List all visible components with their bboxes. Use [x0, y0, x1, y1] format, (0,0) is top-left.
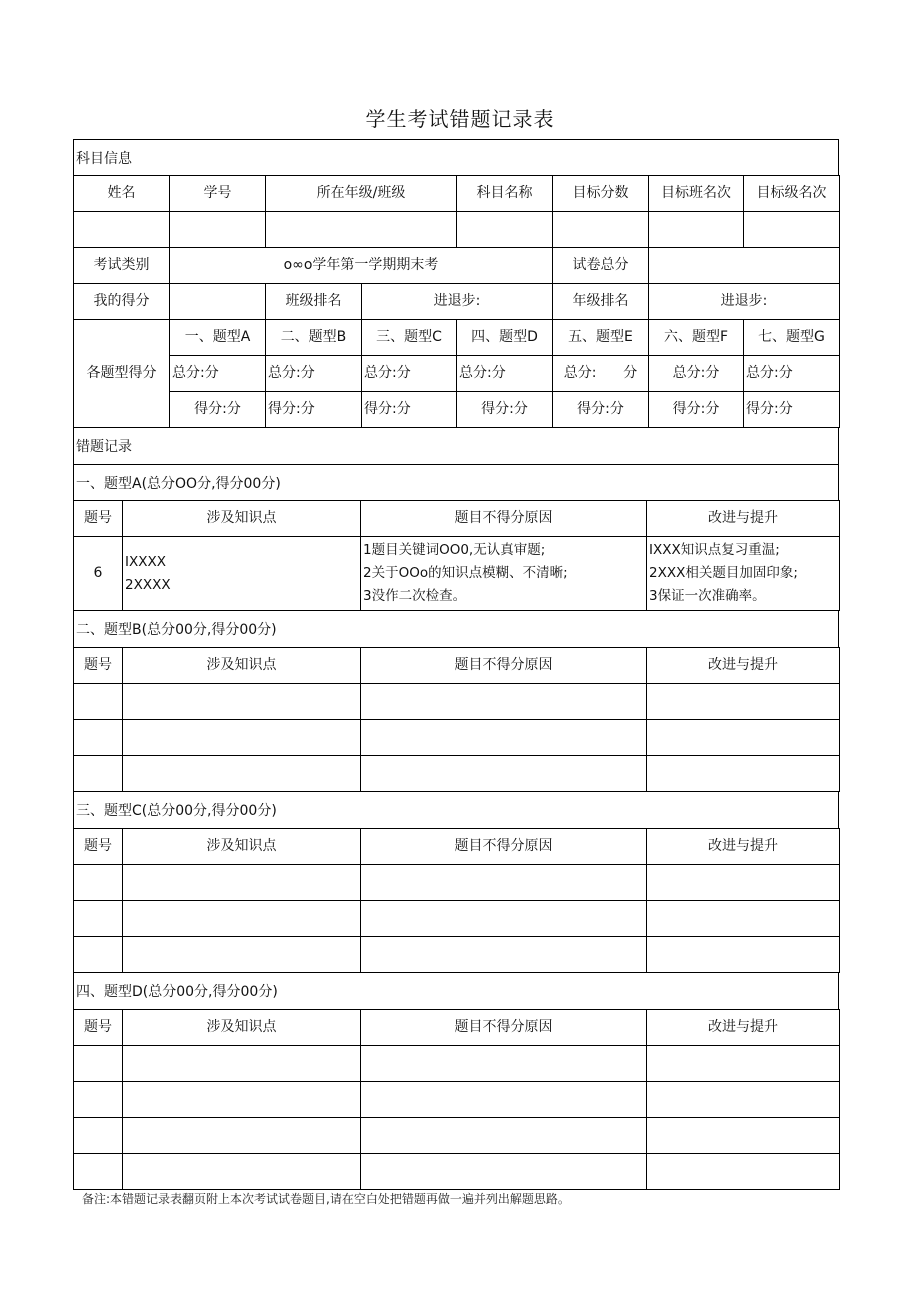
knowledge-line: IXXXX	[125, 553, 166, 570]
table-row	[74, 756, 840, 792]
header-subject: 科目名称	[457, 176, 553, 212]
type-total-cell[interactable]: 总分:分	[457, 356, 553, 392]
exam-type-label: 考试类别	[74, 248, 170, 284]
col-reason: 题目不得分原因	[361, 501, 647, 537]
reason-cell[interactable]	[361, 684, 647, 720]
col-reason: 题目不得分原因	[361, 1010, 647, 1046]
section-c-title: 三、题型C(总分00分,得分00分)	[73, 792, 839, 828]
info-value-row	[74, 212, 840, 248]
reason-cell[interactable]	[361, 937, 647, 973]
type-got-cell[interactable]: 得分:分	[170, 392, 266, 428]
table-row	[74, 720, 840, 756]
grade-rank-label: 年级排名	[553, 284, 649, 320]
score-row	[74, 284, 840, 320]
table-header-row	[74, 829, 840, 865]
table-row	[74, 537, 840, 611]
subject-info-header: 科目信息	[73, 139, 839, 175]
header-name: 姓名	[74, 176, 170, 212]
knowledge-cell[interactable]	[123, 1118, 361, 1154]
section-a-table	[73, 500, 840, 611]
col-knowledge: 涉及知识点	[123, 1010, 361, 1046]
table-row	[74, 865, 840, 901]
type-total-cell[interactable]: 总分:分	[362, 356, 457, 392]
improve-cell[interactable]	[647, 537, 840, 611]
reason-cell[interactable]	[361, 1046, 647, 1082]
header-target-class-rank: 目标班名次	[649, 176, 744, 212]
section-c-table	[73, 828, 840, 973]
reason-cell[interactable]	[361, 1154, 647, 1190]
reason-cell[interactable]	[361, 1118, 647, 1154]
subject-cell[interactable]	[457, 212, 553, 248]
knowledge-cell[interactable]	[123, 1154, 361, 1190]
reason-cell[interactable]	[361, 756, 647, 792]
col-reason: 题目不得分原因	[361, 829, 647, 865]
improve-cell[interactable]	[647, 901, 840, 937]
target-grade-rank-cell[interactable]	[744, 212, 840, 248]
reason-line: 1题目关键词OO0,无认真审题;	[363, 542, 546, 558]
question-no-cell[interactable]	[74, 1046, 123, 1082]
knowledge-cell[interactable]	[123, 720, 361, 756]
type-total-cell[interactable]: 总分:分	[649, 356, 744, 392]
type-name: 四、题型D	[457, 320, 553, 356]
knowledge-cell[interactable]	[123, 684, 361, 720]
section-b-table	[73, 647, 840, 792]
info-header-row	[74, 176, 840, 212]
grade-progress-label: 进退步:	[649, 284, 840, 320]
knowledge-cell[interactable]	[123, 1082, 361, 1118]
knowledge-cell[interactable]	[123, 537, 361, 611]
question-no-cell[interactable]	[74, 684, 123, 720]
type-name: 三、题型C	[362, 320, 457, 356]
knowledge-cell[interactable]	[123, 1046, 361, 1082]
paper-total-cell[interactable]	[649, 248, 840, 284]
type-total-cell[interactable]: 总分:分	[266, 356, 362, 392]
footnote: 备注:本错题记录表翻页附上本次考试试卷题目,请在空白处把错题再做一遍并列出解题思路。	[82, 1192, 570, 1206]
question-no-cell[interactable]	[74, 865, 123, 901]
col-improve: 改进与提升	[647, 648, 840, 684]
improve-cell[interactable]	[647, 1154, 840, 1190]
improve-line: IXXX知识点复习重温;	[649, 542, 780, 558]
knowledge-cell[interactable]	[123, 901, 361, 937]
knowledge-cell[interactable]	[123, 756, 361, 792]
table-row	[74, 684, 840, 720]
table-row	[74, 901, 840, 937]
col-knowledge: 涉及知识点	[123, 829, 361, 865]
type-name: 二、题型B	[266, 320, 362, 356]
type-got-cell[interactable]: 得分:分	[362, 392, 457, 428]
header-grade-class: 所在年级/班级	[266, 176, 457, 212]
improve-line: 3保证一次准确率。	[649, 588, 766, 604]
question-no-cell[interactable]: 6	[74, 537, 123, 611]
col-knowledge: 涉及知识点	[123, 648, 361, 684]
record-form	[73, 139, 839, 1190]
col-question-no: 题号	[74, 1010, 123, 1046]
name-cell[interactable]	[74, 212, 170, 248]
knowledge-cell[interactable]	[123, 865, 361, 901]
reason-cell[interactable]	[361, 865, 647, 901]
col-question-no: 题号	[74, 501, 123, 537]
col-question-no: 题号	[74, 648, 123, 684]
my-score-cell[interactable]	[170, 284, 266, 320]
question-no-cell[interactable]	[74, 1118, 123, 1154]
error-record-header: 错题记录	[73, 428, 839, 464]
section-a-title: 一、题型A(总分OO分,得分00分)	[73, 464, 839, 500]
question-no-cell[interactable]	[74, 937, 123, 973]
class-rank-label: 班级排名	[266, 284, 362, 320]
type-got-cell[interactable]: 得分:分	[649, 392, 744, 428]
table-header-row	[74, 1010, 840, 1046]
reason-cell[interactable]	[361, 537, 647, 611]
col-improve: 改进与提升	[647, 1010, 840, 1046]
improve-line: 2XXX相关题目加固印象;	[649, 565, 798, 581]
type-name: 六、题型F	[649, 320, 744, 356]
improve-cell[interactable]	[647, 756, 840, 792]
improve-cell[interactable]	[647, 1046, 840, 1082]
reason-cell[interactable]	[361, 720, 647, 756]
type-total-cell[interactable]: 总分: 分	[553, 356, 649, 392]
table-row	[74, 1046, 840, 1082]
type-got-cell[interactable]: 得分:分	[744, 392, 840, 428]
improve-cell[interactable]	[647, 865, 840, 901]
type-name: 七、题型G	[744, 320, 840, 356]
header-target-grade-rank: 目标级名次	[744, 176, 840, 212]
reason-cell[interactable]	[361, 1082, 647, 1118]
header-student-id: 学号	[170, 176, 266, 212]
type-scores-label: 各题型得分	[74, 320, 170, 428]
section-d-table	[73, 1009, 840, 1190]
table-header-row	[74, 501, 840, 537]
info-table	[73, 175, 840, 428]
reason-cell[interactable]	[361, 901, 647, 937]
table-row	[74, 1118, 840, 1154]
col-question-no: 题号	[74, 829, 123, 865]
table-row	[74, 1082, 840, 1118]
type-got-row	[74, 392, 840, 428]
target-class-rank-cell[interactable]	[649, 212, 744, 248]
exam-type-value: o∞o学年第一学期期末考	[170, 248, 553, 284]
table-row	[74, 1154, 840, 1190]
col-knowledge: 涉及知识点	[123, 501, 361, 537]
reason-line: 2关于OOo的知识点模糊、不清晰;	[363, 565, 568, 581]
section-b-title: 二、题型B(总分00分,得分00分)	[73, 611, 839, 647]
improve-cell[interactable]	[647, 684, 840, 720]
type-got-cell[interactable]: 得分:分	[457, 392, 553, 428]
table-row	[74, 937, 840, 973]
header-target-score: 目标分数	[553, 176, 649, 212]
type-total-row	[74, 356, 840, 392]
target-score-cell[interactable]	[553, 212, 649, 248]
improve-cell[interactable]	[647, 937, 840, 973]
col-improve: 改进与提升	[647, 829, 840, 865]
question-no-cell[interactable]	[74, 1154, 123, 1190]
question-no-cell[interactable]	[74, 901, 123, 937]
page-title: 学生考试错题记录表	[365, 107, 555, 131]
type-total-cell[interactable]: 总分:分	[744, 356, 840, 392]
class-progress-label: 进退步:	[362, 284, 553, 320]
knowledge-cell[interactable]	[123, 937, 361, 973]
question-no-cell[interactable]	[74, 1082, 123, 1118]
grade-class-cell[interactable]	[266, 212, 457, 248]
reason-line: 3没作二次检查。	[363, 588, 467, 604]
type-got-cell[interactable]: 得分:分	[553, 392, 649, 428]
col-improve: 改进与提升	[647, 501, 840, 537]
paper-total-label: 试卷总分	[553, 248, 649, 284]
type-name: 一、题型A	[170, 320, 266, 356]
type-name: 五、题型E	[553, 320, 649, 356]
improve-cell[interactable]	[647, 720, 840, 756]
section-d-title: 四、题型D(总分00分,得分00分)	[73, 973, 839, 1009]
improve-cell[interactable]	[647, 1082, 840, 1118]
type-total-cell[interactable]: 总分:分	[170, 356, 266, 392]
type-name-row	[74, 320, 840, 356]
question-no-cell[interactable]	[74, 720, 123, 756]
table-header-row	[74, 648, 840, 684]
knowledge-line: 2XXXX	[125, 576, 171, 593]
improve-cell[interactable]	[647, 1118, 840, 1154]
question-no-cell[interactable]	[74, 756, 123, 792]
type-got-cell[interactable]: 得分:分	[266, 392, 362, 428]
my-score-label: 我的得分	[74, 284, 170, 320]
col-reason: 题目不得分原因	[361, 648, 647, 684]
student-id-cell[interactable]	[170, 212, 266, 248]
exam-type-row	[74, 248, 840, 284]
